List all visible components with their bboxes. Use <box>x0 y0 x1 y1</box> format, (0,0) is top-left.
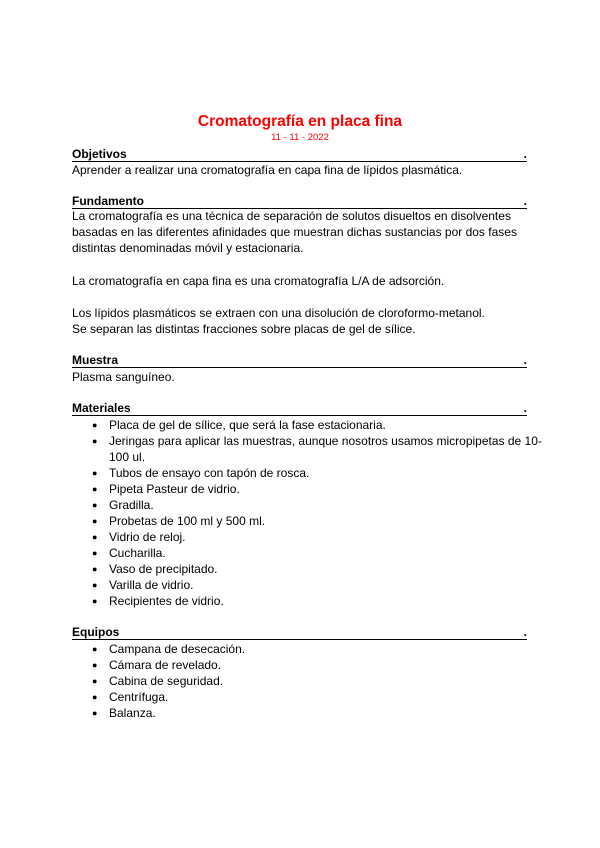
heading-equipos-label: Equipos <box>72 625 120 639</box>
heading-materiales <box>72 402 527 416</box>
document-date: 11 - 11 - 2022 <box>271 132 329 143</box>
bullet-icon: ● <box>92 516 98 526</box>
bullet-icon: ● <box>92 676 98 686</box>
fundamento-line-1: La cromatografía es una técnica de separación de solutos disueltos en disolventes <box>72 209 511 223</box>
heading-fundamento <box>72 195 527 209</box>
bullet-icon: ● <box>92 436 98 446</box>
list-item <box>72 497 542 513</box>
list-item-text: Placa de gel de sílice, que será la fase estacionaria. <box>109 418 386 432</box>
bullet-icon: ● <box>92 596 98 606</box>
bullet-icon: ● <box>92 708 98 718</box>
list-item <box>72 673 542 689</box>
fundamento-paragraph-3-line-1: Los lípidos plasmáticos se extraen con una disolución de cloroformo-metanol. <box>72 306 485 320</box>
document-title: Cromatografía en placa fina <box>197 113 403 130</box>
list-item <box>72 417 542 433</box>
bullet-icon: ● <box>92 532 98 542</box>
bullet-icon: ● <box>92 644 98 654</box>
list-item <box>72 593 542 609</box>
bullet-icon: ● <box>92 564 98 574</box>
list-item-text: Campana de desecación. <box>109 642 246 656</box>
list-item <box>72 689 542 705</box>
list-item-text: Vidrio de reloj. <box>109 530 186 544</box>
heading-muestra-label: Muestra <box>72 353 119 367</box>
bullet-icon: ● <box>92 580 98 590</box>
list-item <box>72 705 542 721</box>
list-item-text: Varilla de vidrio. <box>109 578 194 592</box>
list-item <box>72 545 542 561</box>
muestra-text: Plasma sanguíneo. <box>72 370 175 384</box>
heading-materiales-label: Materiales <box>72 401 131 415</box>
bullet-icon: ● <box>92 468 98 478</box>
list-item-text: Cabina de seguridad. <box>109 674 224 688</box>
list-item <box>72 577 542 593</box>
bullet-icon: ● <box>92 548 98 558</box>
heading-fundamento-label: Fundamento <box>72 194 144 208</box>
materiales-list <box>72 417 542 609</box>
list-item <box>72 433 542 465</box>
list-item-text: Jeringas para aplicar las muestras, aunque nosotros usamos micropipetas de 10-100 ul. <box>109 434 542 464</box>
objetivos-text: Aprender a realizar una cromatografía en capa fina de lípidos plasmática. <box>72 163 463 177</box>
heading-dot: . <box>523 625 527 639</box>
bullet-icon: ● <box>92 692 98 702</box>
fundamento-line-2: basadas en las diferentes afinidades que muestran dichas sustancias por dos fases <box>72 225 517 239</box>
fundamento-paragraph-2: La cromatografía en capa fina es una cromatografía L/A de adsorción. <box>72 274 445 288</box>
list-item <box>72 657 542 673</box>
bullet-icon: ● <box>92 484 98 494</box>
list-item-text: Balanza. <box>109 706 156 720</box>
bullet-icon: ● <box>92 500 98 510</box>
bullet-icon: ● <box>92 420 98 430</box>
list-item <box>72 641 542 657</box>
fundamento-paragraph-3-line-2: Se separan las distintas fracciones sobre placas de gel de sílice. <box>72 322 416 336</box>
list-item <box>72 561 542 577</box>
list-item-text: Probetas de 100 ml y 500 ml. <box>109 514 266 528</box>
list-item-text: Cucharilla. <box>109 546 166 560</box>
bullet-icon: ● <box>92 660 98 670</box>
list-item <box>72 513 542 529</box>
list-item-text: Pipeta Pasteur de vidrio. <box>109 482 240 496</box>
list-item-text: Tubos de ensayo con tapón de rosca. <box>109 466 310 480</box>
fundamento-line-3: distintas denominadas móvil y estacionaria. <box>72 241 304 255</box>
list-item-text: Cámara de revelado. <box>109 658 222 672</box>
list-item-text: Recipientes de vidrio. <box>109 594 224 608</box>
heading-dot: . <box>523 353 527 367</box>
heading-objetivos <box>72 148 527 162</box>
list-item <box>72 465 542 481</box>
heading-objetivos-label: Objetivos <box>72 147 127 161</box>
heading-equipos <box>72 626 527 640</box>
list-item <box>72 529 542 545</box>
equipos-list <box>72 641 542 721</box>
list-item-text: Centrífuga. <box>109 690 169 704</box>
heading-dot: . <box>523 194 527 208</box>
list-item-text: Vaso de precipitado. <box>109 562 218 576</box>
list-item-text: Gradilla. <box>109 498 154 512</box>
list-item <box>72 481 542 497</box>
heading-muestra <box>72 354 527 368</box>
heading-dot: . <box>523 147 527 161</box>
heading-dot: . <box>523 401 527 415</box>
